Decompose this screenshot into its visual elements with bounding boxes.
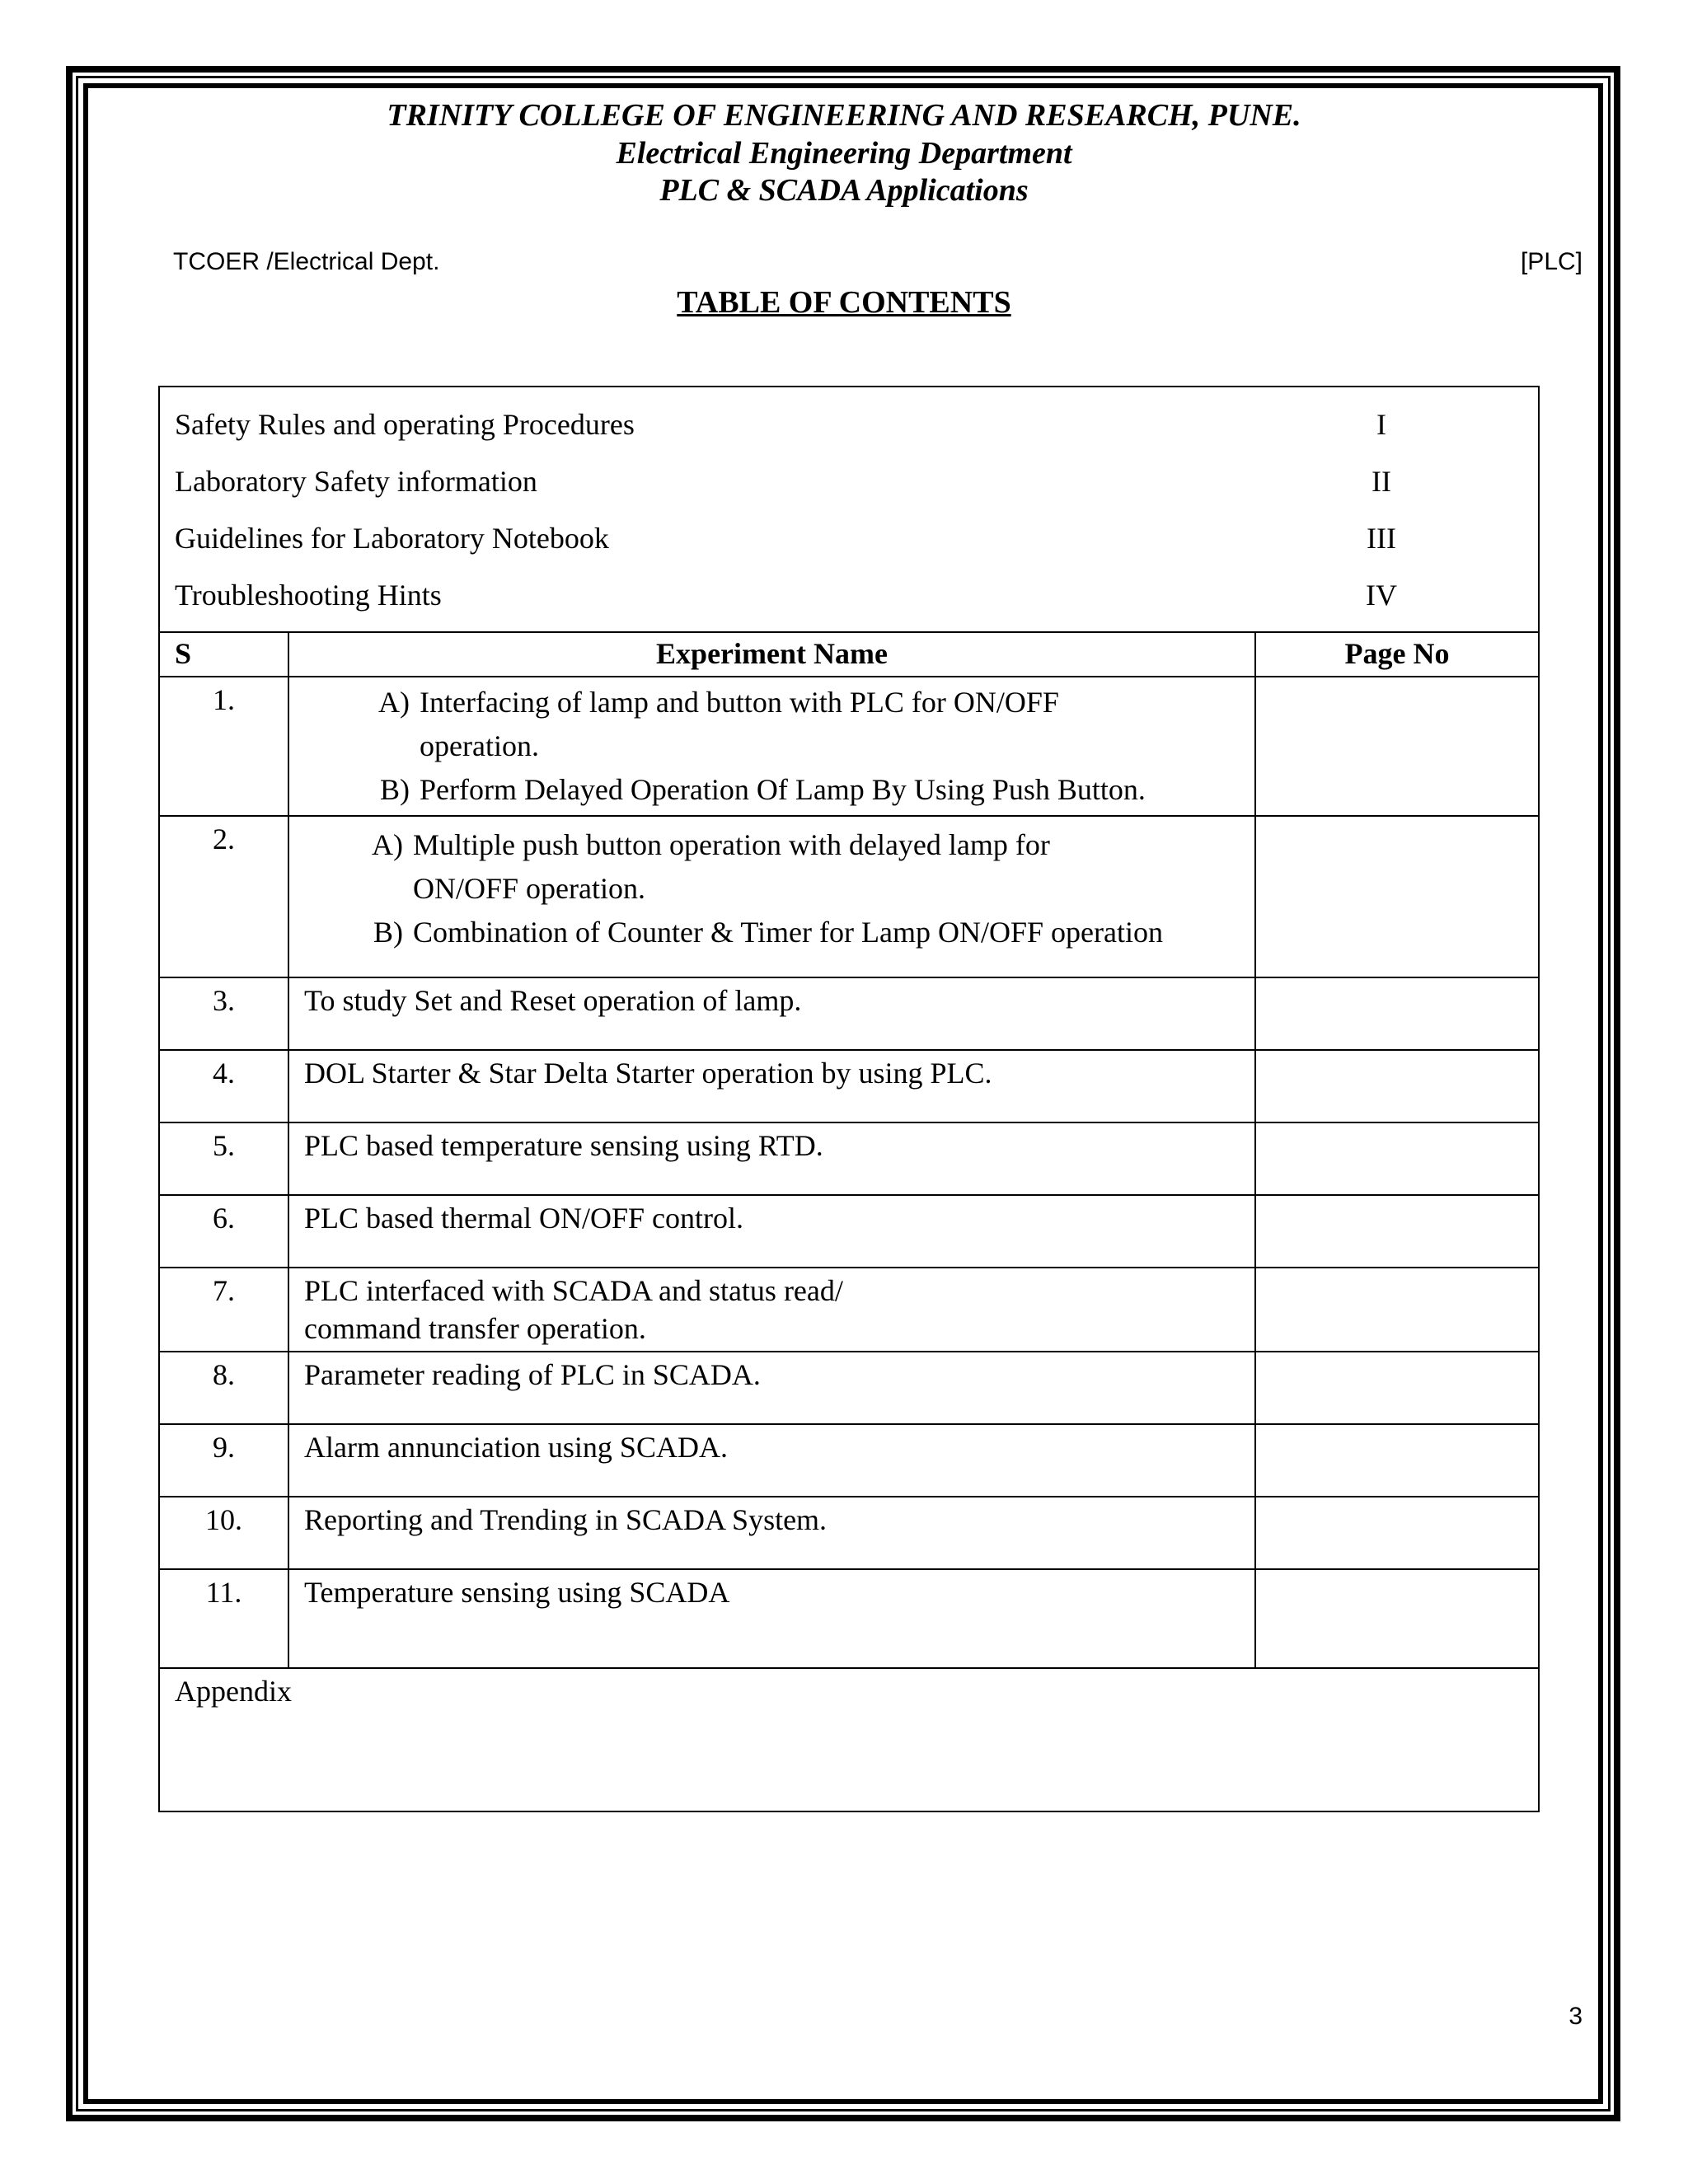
experiment-page-cell: [1255, 1122, 1539, 1195]
experiment-name: PLC interfaced with SCADA and status read/ command transfer operation.: [288, 1268, 1255, 1352]
experiment-page-cell: [1255, 1352, 1539, 1424]
part-text: Combination of Counter & Timer for Lamp ON/OFF operation: [413, 916, 1163, 949]
part-text-continued: operation.: [420, 729, 539, 762]
toc-entry-title: Troubleshooting Hints: [175, 578, 442, 612]
part-label: A): [372, 828, 403, 861]
appendix-row: [159, 1668, 1539, 1811]
experiment-page-cell: [1255, 977, 1539, 1050]
table-row: [159, 1352, 1539, 1424]
toc-entry-page: II: [1372, 464, 1391, 498]
experiment-number: 6.: [159, 1195, 288, 1268]
experiment-name: Alarm annunciation using SCADA.: [288, 1424, 1255, 1497]
experiment-part: [359, 681, 1241, 768]
experiment-name: To study Set and Reset operation of lamp.: [288, 977, 1255, 1050]
department-name: Electrical Engineering Department: [616, 136, 1072, 171]
college-name: TRINITY COLLEGE OF ENGINEERING AND RESEARCH, PUNE.: [387, 98, 1301, 133]
toc-table: [158, 386, 1540, 1812]
toc-entry: [175, 396, 1523, 452]
experiment-name: Temperature sensing using SCADA: [288, 1569, 1255, 1668]
experiment-name: DOL Starter & Star Delta Starter operation by using PLC.: [288, 1050, 1255, 1122]
page-number: 3: [1568, 2003, 1582, 2030]
experiment-name: PLC based temperature sensing using RTD.: [288, 1122, 1255, 1195]
experiment-number: 11.: [159, 1569, 288, 1668]
toc-entry: [175, 452, 1523, 509]
part-text: Perform Delayed Operation Of Lamp By Using Push Button.: [420, 773, 1146, 806]
part-label: B): [380, 773, 410, 806]
experiment-name: [288, 816, 1255, 977]
toc-header-row: [159, 632, 1539, 677]
toc-entry-page: I: [1376, 407, 1386, 441]
subject-name: PLC & SCADA Applications: [659, 173, 1029, 208]
experiment-number: 9.: [159, 1424, 288, 1497]
toc-entry-page: IV: [1366, 578, 1397, 612]
experiment-number: 4.: [159, 1050, 288, 1122]
experiment-part: [352, 911, 1241, 954]
experiment-number: 10.: [159, 1497, 288, 1569]
part-text-continued: ON/OFF operation.: [413, 872, 645, 905]
table-row: [159, 1424, 1539, 1497]
experiment-page-cell: [1255, 1569, 1539, 1668]
experiment-number: 1.: [159, 677, 288, 816]
experiment-page-cell: [1255, 1268, 1539, 1352]
experiment-page-cell: [1255, 1497, 1539, 1569]
toc-entry-title: Guidelines for Laboratory Notebook: [175, 521, 609, 555]
experiment-page-cell: [1255, 816, 1539, 977]
toc-entry: [175, 566, 1523, 623]
part-text: Multiple push button operation with delayed lamp for: [413, 828, 1050, 861]
part-text: Interfacing of lamp and button with PLC for ON/OFF: [420, 686, 1059, 719]
column-header-name: Experiment Name: [288, 632, 1255, 677]
experiment-name: [288, 677, 1255, 816]
table-row: [159, 1268, 1539, 1352]
table-row: [159, 677, 1539, 816]
table-row: [159, 1122, 1539, 1195]
toc-entry: [175, 509, 1523, 566]
experiment-number: 7.: [159, 1268, 288, 1352]
table-row: [159, 1195, 1539, 1268]
experiment-page-cell: [1255, 677, 1539, 816]
column-header-s: S: [159, 632, 288, 677]
part-label: A): [378, 686, 410, 719]
toc-prelims-row: [159, 387, 1539, 632]
table-row: [159, 1569, 1539, 1668]
table-row: [159, 1497, 1539, 1569]
appendix-label: Appendix: [159, 1668, 1539, 1811]
table-row: [159, 1050, 1539, 1122]
experiment-page-cell: [1255, 1424, 1539, 1497]
running-header-left: TCOER /Electrical Dept.: [173, 248, 440, 275]
experiment-number: 3.: [159, 977, 288, 1050]
experiment-number: 2.: [159, 816, 288, 977]
experiment-page-cell: [1255, 1050, 1539, 1122]
toc-entry-title: Safety Rules and operating Procedures: [175, 407, 635, 441]
experiment-name: PLC based thermal ON/OFF control.: [288, 1195, 1255, 1268]
table-row: [159, 816, 1539, 977]
toc-entry-title: Laboratory Safety information: [175, 464, 537, 498]
experiment-page-cell: [1255, 1195, 1539, 1268]
experiment-name: Parameter reading of PLC in SCADA.: [288, 1352, 1255, 1424]
prelims-cell: [159, 387, 1539, 632]
part-label: B): [373, 916, 403, 949]
toc-title: TABLE OF CONTENTS: [677, 285, 1011, 320]
experiment-part: [359, 768, 1241, 812]
column-header-page: Page No: [1255, 632, 1539, 677]
toc-entry-page: III: [1367, 521, 1396, 555]
experiment-number: 5.: [159, 1122, 288, 1195]
experiment-number: 8.: [159, 1352, 288, 1424]
running-header-right: [PLC]: [1520, 248, 1582, 275]
experiment-part: [352, 823, 1241, 911]
table-row: [159, 977, 1539, 1050]
experiment-name: Reporting and Trending in SCADA System.: [288, 1497, 1255, 1569]
